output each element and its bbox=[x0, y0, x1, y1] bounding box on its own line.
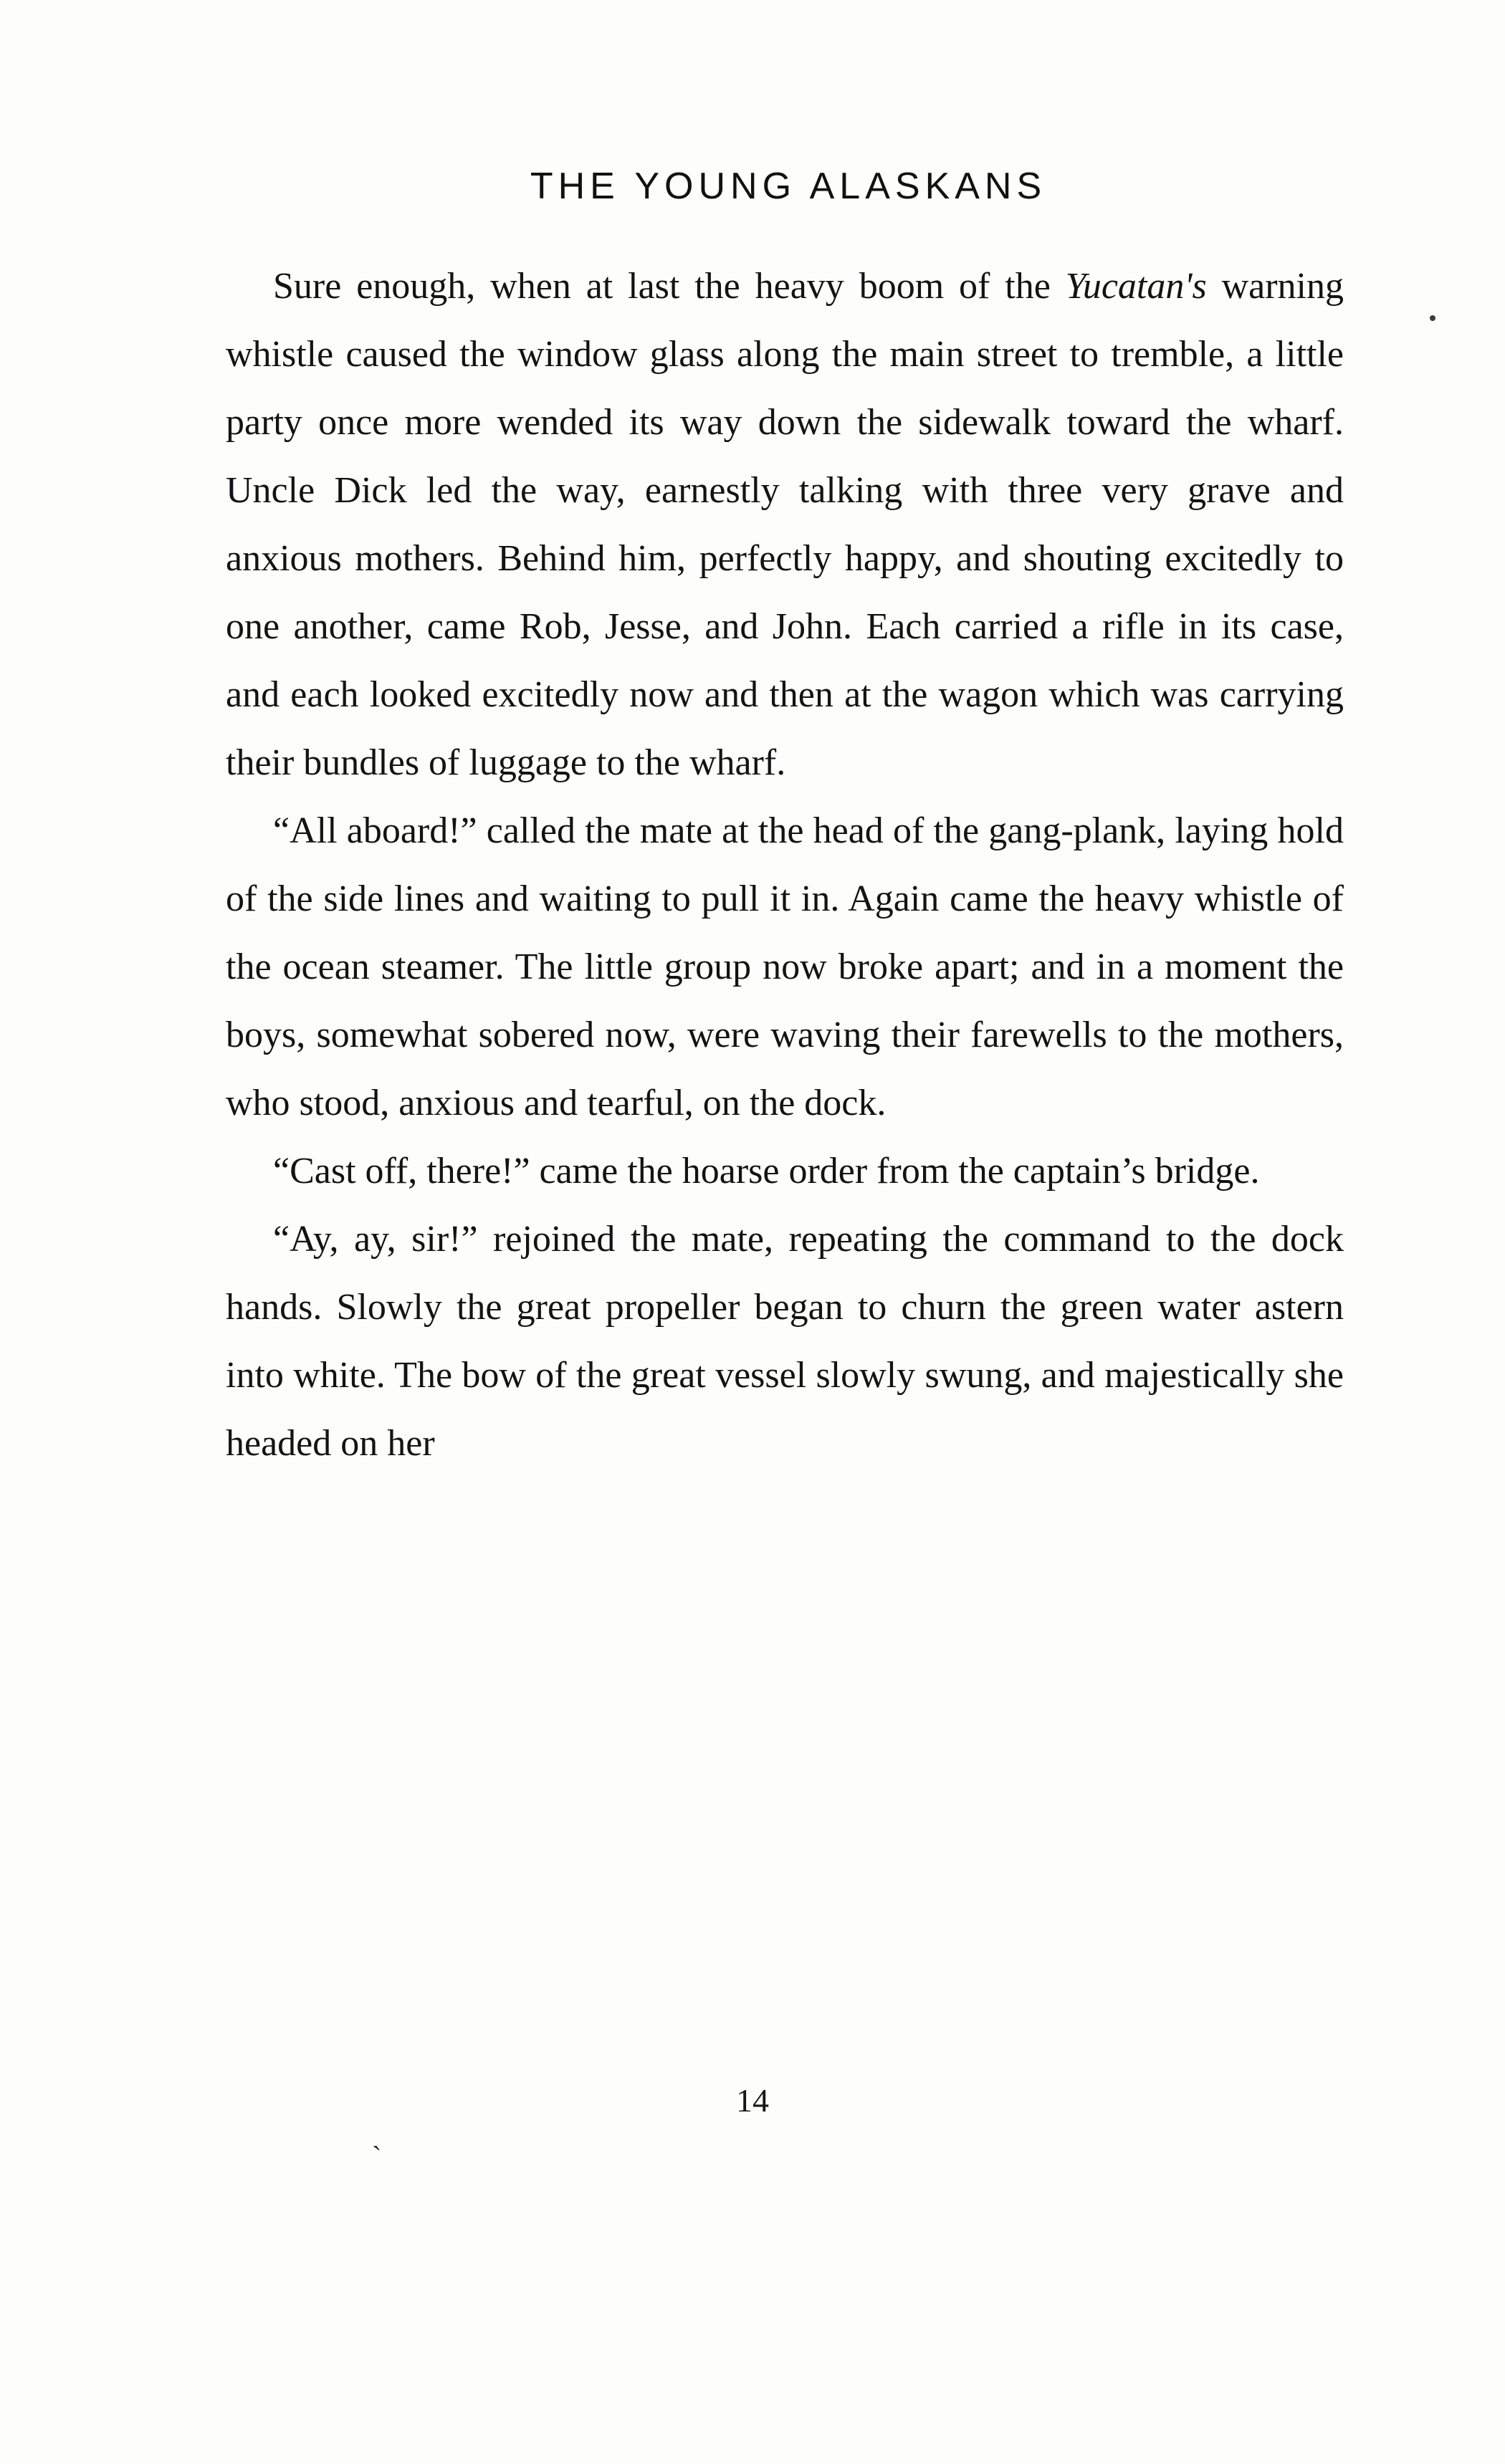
paragraph-1-tail: warning whistle caused the window glass along the main street to tremble, a little party once more wended its way down the sidewalk toward the wharf. Uncle Dick led the way, earnestly talking with three very grave and anxious mothers. Behind him, perfectly happy, and shouting excitedly to one another, came Rob, Jesse, and John. Each carried a rifle in its case, and each looked excitedly now and then at the wagon which was carrying their bundles of luggage to the wharf. bbox=[226, 266, 1344, 783]
page-number: 14 bbox=[736, 2082, 769, 2119]
page-title: THE YOUNG ALASKANS bbox=[530, 166, 1047, 207]
paragraph-3: “Cast off, there!” came the hoarse order from the captain’s bridge. bbox=[273, 1151, 1260, 1192]
body-text bbox=[226, 252, 1344, 1477]
paragraph-2: “All aboard!” called the mate at the head of the gang-plank, laying hold of the side lines and waiting to pull it in. Again came the heavy whistle of the ocean steamer. The little group now broke apart; and in a moment the boys, somewhat sobered now, were waving their farewells to the mothers, who stood, anxious and tearful, on the dock. bbox=[226, 810, 1344, 1123]
paragraph-4: “Ay, ay, sir!” rejoined the mate, repeating the command to the dock hands. Slowly the great propeller began to churn the green water astern into white. The bow of the great vessel slowly swung, and majestically she headed on her bbox=[226, 1219, 1344, 1464]
page-text-block bbox=[226, 165, 1344, 1477]
ship-name-italic: Yucatan's bbox=[1065, 266, 1207, 307]
stray-ink-mark: ˋ bbox=[372, 2140, 382, 2172]
paragraph-1-lead: Sure enough, when at last the heavy boom of the bbox=[273, 266, 1066, 307]
ink-speck bbox=[1430, 315, 1435, 321]
paragraph-1 bbox=[226, 252, 1344, 797]
